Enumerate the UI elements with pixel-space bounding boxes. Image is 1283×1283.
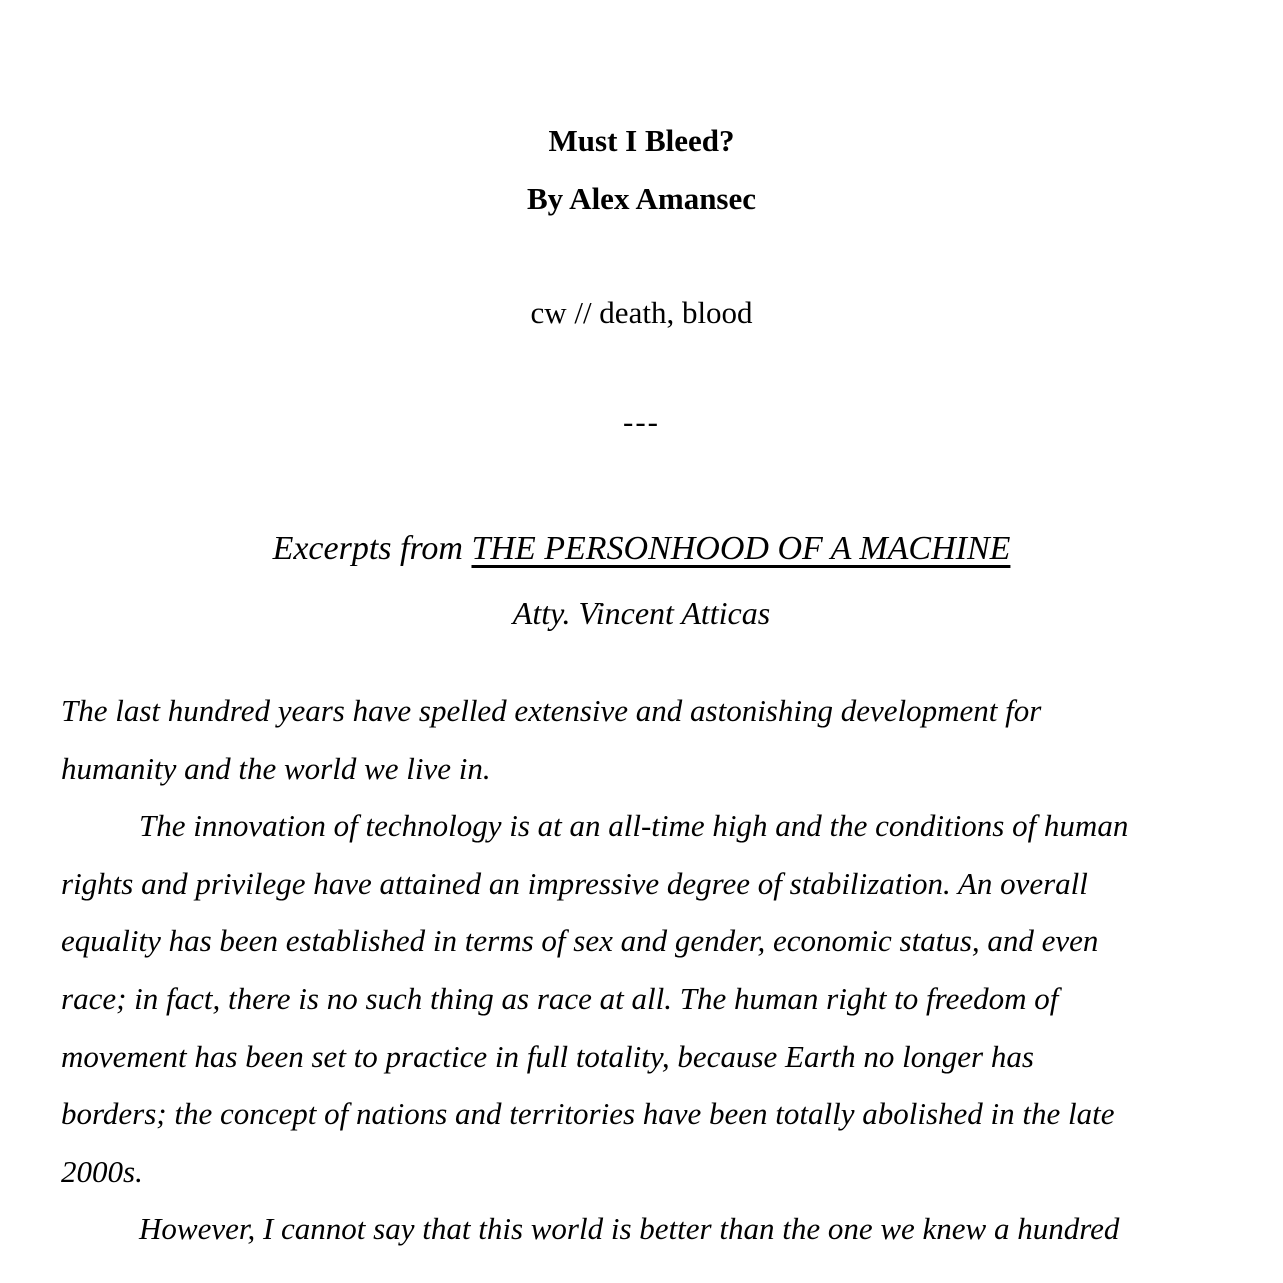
body-line: The last hundred years have spelled extensive and astonishing development for <box>61 693 1042 728</box>
excerpt-heading-prefix: Excerpts from <box>272 530 472 567</box>
body-line: However, I cannot say that this world is better than the one we knew a hundred <box>139 1211 1120 1246</box>
body-line: 2000s. <box>61 1154 143 1189</box>
body-line: race; in fact, there is no such thing as race at all. The human right to freedom of <box>61 981 1059 1016</box>
excerpt-heading <box>0 532 1283 566</box>
document-byline: By Alex Amansec <box>526 181 757 216</box>
content-warning: cw // death, blood <box>530 295 753 330</box>
body-line: rights and privilege have attained an impressive degree of stabilization. An overall <box>61 866 1088 901</box>
section-divider: --- <box>623 404 660 439</box>
body-line: movement has been set to practice in full totality, because Earth no longer has <box>61 1039 1034 1074</box>
body-line: humanity and the world we live in. <box>61 751 491 786</box>
document-title: Must I Bleed? <box>548 123 735 158</box>
body-line: equality has been established in terms of sex and gender, economic status, and even <box>61 923 1099 958</box>
body-line: borders; the concept of nations and territories have been totally abolished in the late <box>61 1096 1115 1131</box>
excerpt-author: Atty. Vincent Atticas <box>512 595 771 631</box>
body-line: The innovation of technology is at an all-time high and the conditions of human <box>139 808 1129 843</box>
excerpt-heading-title: THE PERSONHOOD OF A MACHINE <box>471 530 1011 567</box>
